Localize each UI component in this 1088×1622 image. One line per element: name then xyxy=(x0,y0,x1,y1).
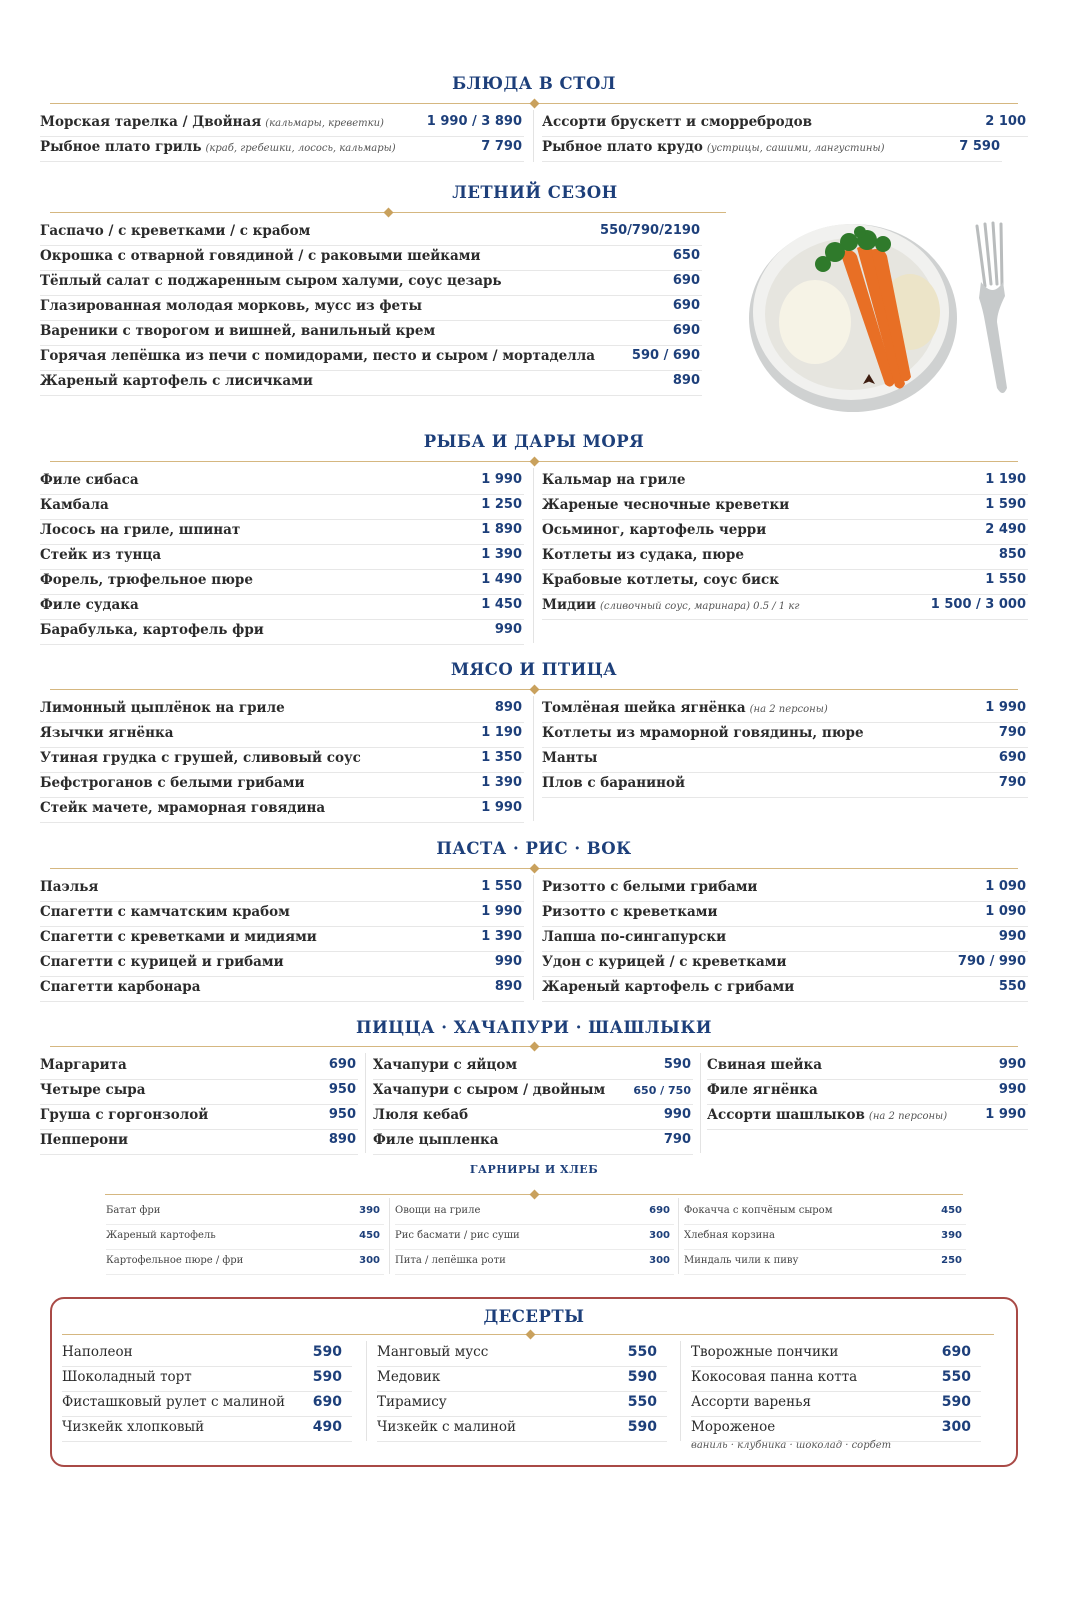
menu-item xyxy=(542,876,1028,902)
item-name: Ассорти варенья xyxy=(691,1394,812,1410)
menu-item xyxy=(40,951,524,977)
column-separator xyxy=(365,1053,366,1153)
item-name: Пепперони xyxy=(40,1132,129,1148)
item-name: Спагетти с курицей и грибами xyxy=(40,954,284,970)
item-name: Стейк из тунца xyxy=(40,547,162,563)
item-price: 1 090 xyxy=(985,904,1026,919)
item-name: Барабулька, картофель фри xyxy=(40,622,264,638)
item-price: 790 xyxy=(998,775,1026,790)
item-price: 1 390 xyxy=(481,547,522,562)
item-name: Картофельное пюре / фри xyxy=(106,1255,244,1266)
item-name: Язычки ягнёнка xyxy=(40,725,174,741)
item-name: Паэлья xyxy=(40,879,99,895)
menu-item xyxy=(373,1079,693,1105)
menu-item xyxy=(62,1366,352,1392)
item-name: Овощи на гриле xyxy=(395,1205,481,1216)
item-price: 1 550 xyxy=(481,879,522,894)
menu-item xyxy=(40,619,524,645)
item-name: Ассорти шашлыков xyxy=(707,1107,865,1123)
item-name: Гаспачо / с креветками / с крабом xyxy=(40,223,311,239)
item-price: 790 / 990 xyxy=(957,954,1026,969)
item-price: 1 590 xyxy=(985,497,1026,512)
menu-item xyxy=(542,519,1028,545)
item-name: Груша с горгонзолой xyxy=(40,1107,209,1123)
item-price: 590 xyxy=(627,1419,657,1435)
menu-item xyxy=(542,494,1028,520)
menu-item xyxy=(542,951,1028,977)
item-price: 1 390 xyxy=(481,775,522,790)
item-price: 1 250 xyxy=(481,497,522,512)
section-title-desserts: ДЕСЕРТЫ xyxy=(483,1307,585,1326)
menu-item xyxy=(377,1366,667,1392)
item-price: 590 xyxy=(663,1057,691,1072)
item-name: Вареники с творогом и вишней, ванильный крем xyxy=(40,323,436,339)
item-name: Фокачча с копчёным сыром xyxy=(684,1205,833,1216)
item-note: (на 2 персоны) xyxy=(868,1111,948,1122)
item-price: 1 990 xyxy=(481,904,522,919)
item-price: 300 xyxy=(359,1255,380,1266)
item-name: Утиная грудка с грушей, сливовый соус xyxy=(40,750,361,766)
item-price: 850 xyxy=(998,547,1026,562)
item-price: 950 xyxy=(328,1082,356,1097)
item-name: Тёплый салат с поджаренным сыром халуми, соус цезарь xyxy=(40,273,502,289)
item-price: 550 xyxy=(941,1369,971,1385)
item-note: (сливочный соус, маринара) 0.5 / 1 кг xyxy=(599,601,800,612)
menu-item xyxy=(40,926,524,952)
item-price: 690 xyxy=(312,1394,342,1410)
menu-item xyxy=(40,876,524,902)
item-name: Хачапури с сыром / двойным xyxy=(373,1082,606,1098)
diamond-ornament-icon xyxy=(384,208,394,218)
diamond-ornament-icon xyxy=(530,685,540,695)
menu-item xyxy=(707,1079,1028,1105)
item-name: Мороженое xyxy=(691,1419,776,1435)
item-name: Крабовые котлеты, соус биск xyxy=(542,572,779,588)
menu-item xyxy=(542,976,1028,1002)
menu-item xyxy=(62,1391,352,1417)
item-price: 1 550 xyxy=(985,572,1026,587)
item-price: 1 350 xyxy=(481,750,522,765)
section-title-summer: ЛЕТНИЙ СЕЗОН xyxy=(452,183,618,202)
item-price: 890 xyxy=(494,979,522,994)
menu-item xyxy=(40,569,524,595)
item-name: Плов с бараниной xyxy=(542,775,686,791)
item-price: 390 xyxy=(359,1205,380,1216)
section-title-pizza: ПИЦЦА · ХАЧАПУРИ · ШАШЛЫКИ xyxy=(356,1018,712,1037)
item-name: Ризотто с белыми грибами xyxy=(542,879,758,895)
column-separator xyxy=(366,1341,367,1441)
menu-item xyxy=(542,594,1028,620)
menu-item xyxy=(40,594,524,620)
item-price: 550 xyxy=(627,1394,657,1410)
item-name: Спагетти с креветками и мидиями xyxy=(40,929,317,945)
column-separator xyxy=(533,468,534,643)
menu-item xyxy=(395,1199,674,1225)
menu-item xyxy=(373,1054,693,1080)
menu-item xyxy=(40,320,702,346)
menu-item xyxy=(373,1129,693,1155)
column-separator xyxy=(533,696,534,821)
item-price: 590 xyxy=(312,1369,342,1385)
item-name: Котлеты из мраморной говядины, пюре xyxy=(542,725,864,741)
menu-item xyxy=(40,345,702,371)
item-name: Чизкейк с малиной xyxy=(377,1419,517,1435)
menu-item xyxy=(542,697,1028,723)
item-price: 790 xyxy=(998,725,1026,740)
item-name: Манты xyxy=(542,750,598,766)
item-price: 690 xyxy=(672,323,700,338)
item-name: Филе сибаса xyxy=(40,472,139,488)
menu-item xyxy=(40,295,702,321)
menu-item xyxy=(40,469,524,495)
section-title-meat: МЯСО И ПТИЦА xyxy=(450,660,618,679)
item-name: Пита / лепёшка роти xyxy=(395,1255,506,1266)
menu-item xyxy=(40,370,702,396)
item-price: 1 450 xyxy=(481,597,522,612)
item-price: 990 xyxy=(494,954,522,969)
menu-item xyxy=(40,544,524,570)
menu-item xyxy=(62,1416,352,1442)
menu-item xyxy=(542,747,1028,773)
item-name: Жареный картофель xyxy=(106,1230,216,1241)
item-name: Осьминог, картофель черри xyxy=(542,522,767,538)
column-separator xyxy=(533,875,534,1000)
menu-item xyxy=(40,220,702,246)
item-name: Рис басмати / рис суши xyxy=(395,1230,520,1241)
section-title-sides: ГАРНИРЫ И ХЛЕБ xyxy=(469,1163,599,1176)
item-name: Кальмар на гриле xyxy=(542,472,686,488)
carrot-plate-photo xyxy=(745,212,1035,412)
item-price: 950 xyxy=(328,1107,356,1122)
item-name: Четыре сыра xyxy=(40,1082,146,1098)
item-name: Котлеты из судака, пюре xyxy=(542,547,744,563)
item-name: Окрошка с отварной говядиной / с раковыми шейками xyxy=(40,248,481,264)
item-name: Глазированная молодая морковь, мусс из феты xyxy=(40,298,423,314)
menu-item xyxy=(691,1391,981,1417)
item-price: 990 xyxy=(663,1107,691,1122)
item-name: Наполеон xyxy=(62,1344,133,1360)
item-price: 1 890 xyxy=(481,522,522,537)
item-price: 300 xyxy=(649,1230,670,1241)
item-name: Манговый мусс xyxy=(377,1344,489,1360)
item-price: 890 xyxy=(328,1132,356,1147)
item-price: 1 490 xyxy=(481,572,522,587)
item-price: 690 xyxy=(672,298,700,313)
item-price: 690 xyxy=(941,1344,971,1360)
item-price: 1 990 xyxy=(985,700,1026,715)
item-price: 690 xyxy=(328,1057,356,1072)
menu-item: Рыбное плато гриль (краб, гребешки, лосось, кальмары) 7 790 xyxy=(40,136,524,162)
menu-item xyxy=(62,1341,352,1367)
item-name: Томлёная шейка ягнёнка xyxy=(542,700,746,716)
item-price: 1 390 xyxy=(481,929,522,944)
item-price: 590 / 690 xyxy=(631,348,700,363)
item-price: 590 xyxy=(312,1344,342,1360)
menu-item xyxy=(40,519,524,545)
item-price: 450 xyxy=(941,1205,962,1216)
item-name: Тирамису xyxy=(377,1394,447,1410)
column-separator xyxy=(680,1341,681,1441)
item-name: Хачапури с яйцом xyxy=(373,1057,518,1073)
item-price: 650 / 750 xyxy=(633,1084,691,1097)
menu-item xyxy=(707,1104,1028,1130)
menu-item xyxy=(40,901,524,927)
menu-item xyxy=(542,544,1028,570)
item-name: Бефстроганов с белыми грибами xyxy=(40,775,305,791)
item-price: 990 xyxy=(998,929,1026,944)
item-name: Жареные чесночные креветки xyxy=(542,497,790,513)
item-price: 790 xyxy=(663,1132,691,1147)
diamond-ornament-icon xyxy=(530,1042,540,1052)
item-name: Лосось на гриле, шпинат xyxy=(40,522,241,538)
menu-item xyxy=(691,1341,981,1367)
menu-item xyxy=(40,1054,358,1080)
menu-item: Рыбное плато крудо (устрицы, сашими, лангустины) 7 590 xyxy=(542,136,1002,162)
item-name: Лимонный цыплёнок на гриле xyxy=(40,700,285,716)
item-note: (на 2 персоны) xyxy=(749,704,828,715)
menu-item: Ассорти брускетт и сморребродов 2 100 xyxy=(542,111,1028,137)
menu-item xyxy=(373,1104,693,1130)
column-separator xyxy=(700,1053,701,1153)
item-name: Свиная шейка xyxy=(707,1057,823,1073)
section-title-pasta: ПАСТА · РИС · ВОК xyxy=(436,839,632,858)
menu-item xyxy=(106,1249,384,1275)
menu-item xyxy=(40,1129,358,1155)
menu-item xyxy=(542,772,1028,798)
menu-item xyxy=(684,1199,966,1225)
menu-item xyxy=(542,926,1028,952)
menu-item xyxy=(377,1391,667,1417)
column-separator xyxy=(533,110,534,162)
column-separator xyxy=(678,1198,679,1274)
item-name: Лапша по-сингапурски xyxy=(542,929,727,945)
menu-item xyxy=(106,1224,384,1250)
item-price: 890 xyxy=(672,373,700,388)
item-name: Жареный картофель с лисичками xyxy=(40,373,313,389)
item-price: 650 xyxy=(672,248,700,263)
menu-item xyxy=(40,245,702,271)
item-price: 550 xyxy=(627,1344,657,1360)
item-price: 690 xyxy=(998,750,1026,765)
item-name: Медовик xyxy=(377,1369,441,1385)
item-price: 690 xyxy=(649,1205,670,1216)
diamond-ornament-icon xyxy=(530,864,540,874)
menu-item xyxy=(684,1249,966,1275)
item-name: Творожные пончики xyxy=(691,1344,839,1360)
item-name: Стейк мачете, мраморная говядина xyxy=(40,800,326,816)
diamond-ornament-icon xyxy=(530,99,540,109)
menu-item xyxy=(40,797,524,823)
item-name: Батат фри xyxy=(106,1205,161,1216)
item-name: Кокосовая панна котта xyxy=(691,1369,858,1385)
section-title-table: БЛЮДА В СТОЛ xyxy=(452,74,616,93)
item-name: Горячая лепёшка из печи с помидорами, песто и сыром / мортаделла xyxy=(40,348,595,364)
menu-item xyxy=(40,747,524,773)
menu-item xyxy=(395,1249,674,1275)
menu-item xyxy=(40,976,524,1002)
item-price: 300 xyxy=(941,1419,971,1435)
item-price: 550/790/2190 xyxy=(600,223,700,238)
menu-item xyxy=(542,722,1028,748)
diamond-ornament-icon xyxy=(530,457,540,467)
item-name: Филе ягнёнка xyxy=(707,1082,818,1098)
item-price: 1 500 / 3 000 xyxy=(930,597,1026,612)
item-name: Жареный картофель с грибами xyxy=(542,979,795,995)
column-separator xyxy=(389,1198,390,1274)
menu-item xyxy=(395,1224,674,1250)
item-price: 1 090 xyxy=(985,879,1026,894)
item-price: 590 xyxy=(941,1394,971,1410)
menu-item xyxy=(691,1366,981,1392)
menu-item xyxy=(542,569,1028,595)
section-title-fish: РЫБА И ДАРЫ МОРЯ xyxy=(423,432,645,451)
menu-item xyxy=(542,469,1028,495)
item-name: Хлебная корзина xyxy=(684,1230,775,1241)
item-price: 1 190 xyxy=(985,472,1026,487)
menu-item xyxy=(707,1054,1028,1080)
menu-item xyxy=(40,697,524,723)
item-price: 550 xyxy=(998,979,1026,994)
item-price: 990 xyxy=(494,622,522,637)
item-price: 1 190 xyxy=(481,725,522,740)
menu-item xyxy=(40,1079,358,1105)
menu-item xyxy=(684,1224,966,1250)
item-name: Спагетти с камчатским крабом xyxy=(40,904,290,920)
item-name: Шоколадный торт xyxy=(62,1369,192,1385)
menu-item xyxy=(377,1416,667,1442)
menu-item xyxy=(691,1416,981,1451)
item-name: Филе цыпленка xyxy=(373,1132,499,1148)
item-name: Форель, трюфельное пюре xyxy=(40,572,253,588)
item-price: 390 xyxy=(941,1230,962,1241)
item-name: Ризотто с креветками xyxy=(542,904,718,920)
menu-item xyxy=(542,901,1028,927)
item-price: 2 490 xyxy=(985,522,1026,537)
item-price: 990 xyxy=(998,1082,1026,1097)
item-subtitle: ваниль · клубника · шоколад · сорбет xyxy=(691,1440,892,1451)
diamond-ornament-icon xyxy=(530,1190,540,1200)
item-price: 1 990 xyxy=(985,1107,1026,1122)
item-name: Люля кебаб xyxy=(373,1107,469,1123)
item-name: Удон с курицей / с креветками xyxy=(542,954,787,970)
item-price: 250 xyxy=(941,1255,962,1266)
item-name: Маргарита xyxy=(40,1057,127,1073)
item-price: 450 xyxy=(359,1230,380,1241)
item-name: Камбала xyxy=(40,497,109,513)
item-price: 590 xyxy=(627,1369,657,1385)
item-price: 490 xyxy=(312,1419,342,1435)
item-name: Филе судака xyxy=(40,597,139,613)
item-price: 990 xyxy=(998,1057,1026,1072)
menu-item xyxy=(40,494,524,520)
menu-item: Морская тарелка / Двойная (кальмары, креветки) 1 990 / 3 890 xyxy=(40,111,524,137)
item-name: Чизкейк хлопковый xyxy=(62,1419,205,1435)
item-price: 1 990 xyxy=(481,800,522,815)
item-name: Фисташковый рулет с малиной xyxy=(62,1394,286,1410)
item-name: Миндаль чили к пиву xyxy=(684,1255,799,1266)
item-name: Мидии xyxy=(542,597,596,613)
item-price: 1 990 xyxy=(481,472,522,487)
item-price: 890 xyxy=(494,700,522,715)
menu-item xyxy=(40,722,524,748)
item-name: Спагетти карбонара xyxy=(40,979,201,995)
menu-item xyxy=(377,1341,667,1367)
menu-item xyxy=(40,1104,358,1130)
item-price: 690 xyxy=(672,273,700,288)
menu-item xyxy=(40,270,702,296)
item-price: 300 xyxy=(649,1255,670,1266)
menu-item xyxy=(40,772,524,798)
menu-item xyxy=(106,1199,384,1225)
